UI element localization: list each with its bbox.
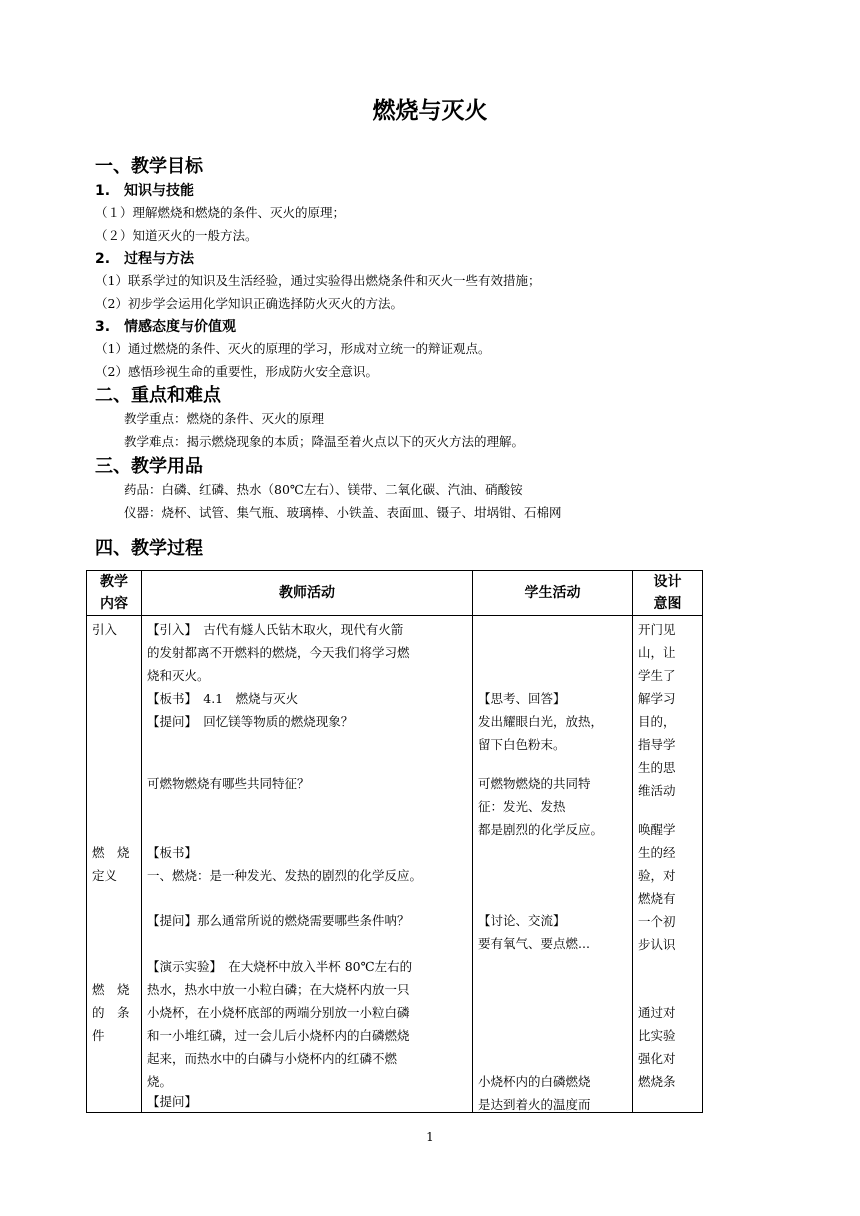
teacher-line: 小烧杯，在小烧杯底部的两端分别放一小粒白磷 xyxy=(147,1005,410,1020)
objective-line: （2）感悟珍视生命的重要性，形成防火安全意识。 xyxy=(95,364,378,379)
student-line: 【讨论、交流】 xyxy=(478,913,566,928)
cell-design xyxy=(633,616,703,1113)
section-heading-materials: 三、教学用品 xyxy=(95,456,203,477)
design-line: 燃烧有 xyxy=(638,891,676,906)
teacher-line: 烧和灭火。 xyxy=(147,668,210,683)
design-line: 解学习 xyxy=(638,691,676,706)
design-line: 生的经 xyxy=(638,845,676,860)
teacher-line: 【提问】那么通常所说的燃烧需要哪些条件呐？ xyxy=(147,913,410,928)
design-line: 比实验 xyxy=(638,1028,676,1043)
teacher-line: 烧。 xyxy=(147,1074,173,1089)
subheading-attitude: 3. 情感态度与价值观 xyxy=(95,319,237,335)
teacher-line: 【提问】 xyxy=(147,1094,198,1109)
teaching-process-table xyxy=(86,570,703,1113)
teacher-line: 一、燃烧：是一种发光、发热的剧烈的化学反应。 xyxy=(147,868,423,883)
header-content: 教学 内容 xyxy=(87,571,142,616)
cell-student xyxy=(473,616,633,1113)
keypoint-line: 教学重点：燃烧的条件、灭火的原理 xyxy=(124,411,325,426)
student-line: 可燃物燃烧的共同特 xyxy=(478,776,591,791)
content-condition-2: 的 条 xyxy=(92,1005,130,1020)
cell-content xyxy=(87,616,142,1113)
materials-line: 药品：白磷、红磷、热水（80℃左右）、镁带、二氧化碳、汽油、硝酸铵 xyxy=(124,482,523,497)
teacher-line: 【演示实验】 在大烧杯中放入半杯 80℃左右的 xyxy=(147,959,413,974)
section-heading-keypoints: 二、重点和难点 xyxy=(95,385,221,406)
teacher-line: 可燃物燃烧有哪些共同特征？ xyxy=(147,776,310,791)
design-line: 山，让 xyxy=(638,645,676,660)
header-student: 学生活动 xyxy=(473,571,633,616)
page-number: 1 xyxy=(426,1130,434,1144)
design-line: 强化对 xyxy=(638,1051,676,1066)
design-line: 指导学 xyxy=(638,737,676,752)
objective-line: （１）理解燃烧和燃烧的条件、灭火的原理； xyxy=(95,205,346,220)
section-heading-process: 四、教学过程 xyxy=(95,538,203,559)
keypoint-line: 教学难点：揭示燃烧现象的本质；降温至着火点以下的灭火方法的理解。 xyxy=(124,434,525,449)
design-line: 燃烧条 xyxy=(638,1074,676,1089)
table-header-row xyxy=(87,571,703,616)
design-line: 唤醒学 xyxy=(638,822,676,837)
student-line: 是达到着火的温度而 xyxy=(478,1097,591,1112)
header-teacher: 教师活动 xyxy=(142,571,473,616)
design-line: 通过对 xyxy=(638,1005,676,1020)
student-line: 【思考、回答】 xyxy=(478,691,566,706)
content-intro: 引入 xyxy=(92,622,118,637)
teacher-line: 的发射都离不开燃料的燃烧，今天我们将学习燃 xyxy=(147,645,410,660)
design-line: 步认识 xyxy=(638,937,676,952)
page-title: 燃烧与灭火 xyxy=(372,98,488,124)
teacher-line: 【提问】 回忆镁等物质的燃烧现象？ xyxy=(147,714,354,729)
table-row xyxy=(87,616,703,1113)
teacher-line: 【引入】 古代有燧人氏钻木取火，现代有火箭 xyxy=(147,622,404,637)
objective-line: （1）通过燃烧的条件、灭火的原理的学习，形成对立统一的辩证观点。 xyxy=(95,341,491,356)
objective-line: （２）知道灭火的一般方法。 xyxy=(95,228,258,243)
objective-line: （1）联系学过的知识及生活经验，通过实验得出燃烧条件和灭火一些有效措施； xyxy=(95,273,541,288)
design-line: 学生了 xyxy=(638,668,676,683)
content-definition-2: 定义 xyxy=(92,868,118,883)
student-line: 要有氧气、要点燃... xyxy=(478,936,590,951)
design-line: 验，对 xyxy=(638,868,676,883)
design-line: 目的， xyxy=(638,714,676,729)
teacher-line: 和一小堆红磷，过一会儿后小烧杯内的白磷燃烧 xyxy=(147,1028,410,1043)
materials-line: 仪器：烧杯、试管、集气瓶、玻璃棒、小铁盖、表面皿、镊子、坩埚钳、石棉网 xyxy=(124,505,562,520)
design-line: 开门见 xyxy=(638,622,676,637)
content-condition-3: 件 xyxy=(92,1028,105,1043)
student-line: 小烧杯内的白磷燃烧 xyxy=(478,1074,591,1089)
student-line: 都是剧烈的化学反应。 xyxy=(478,822,604,837)
content-condition-1: 燃 烧 xyxy=(92,982,130,997)
design-line: 生的思 xyxy=(638,760,676,775)
subheading-process: 2. 过程与方法 xyxy=(95,251,195,267)
header-design: 设计 意图 xyxy=(633,571,703,616)
student-line: 发出耀眼白光，放热， xyxy=(478,714,604,729)
cell-teacher xyxy=(142,616,473,1113)
objective-line: （2）初步学会运用化学知识正确选择防火灭火的方法。 xyxy=(95,296,403,311)
student-line: 留下白色粉末。 xyxy=(478,737,566,752)
section-heading-objectives: 一、教学目标 xyxy=(95,156,203,177)
teacher-line: 【板书】 4.1 燃烧与灭火 xyxy=(147,691,299,706)
content-definition-1: 燃 烧 xyxy=(92,845,130,860)
design-line: 一个初 xyxy=(638,914,676,929)
design-line: 维活动 xyxy=(638,783,676,798)
student-line: 征：发光、发热 xyxy=(478,799,566,814)
teacher-line: 热水，热水中放一小粒白磷；在大烧杯内放一只 xyxy=(147,982,410,997)
subheading-knowledge: 1. 知识与技能 xyxy=(95,183,195,199)
teacher-line: 起来，而热水中的白磷与小烧杯内的红磷不燃 xyxy=(147,1051,398,1066)
teacher-line: 【板书】 xyxy=(147,845,198,860)
